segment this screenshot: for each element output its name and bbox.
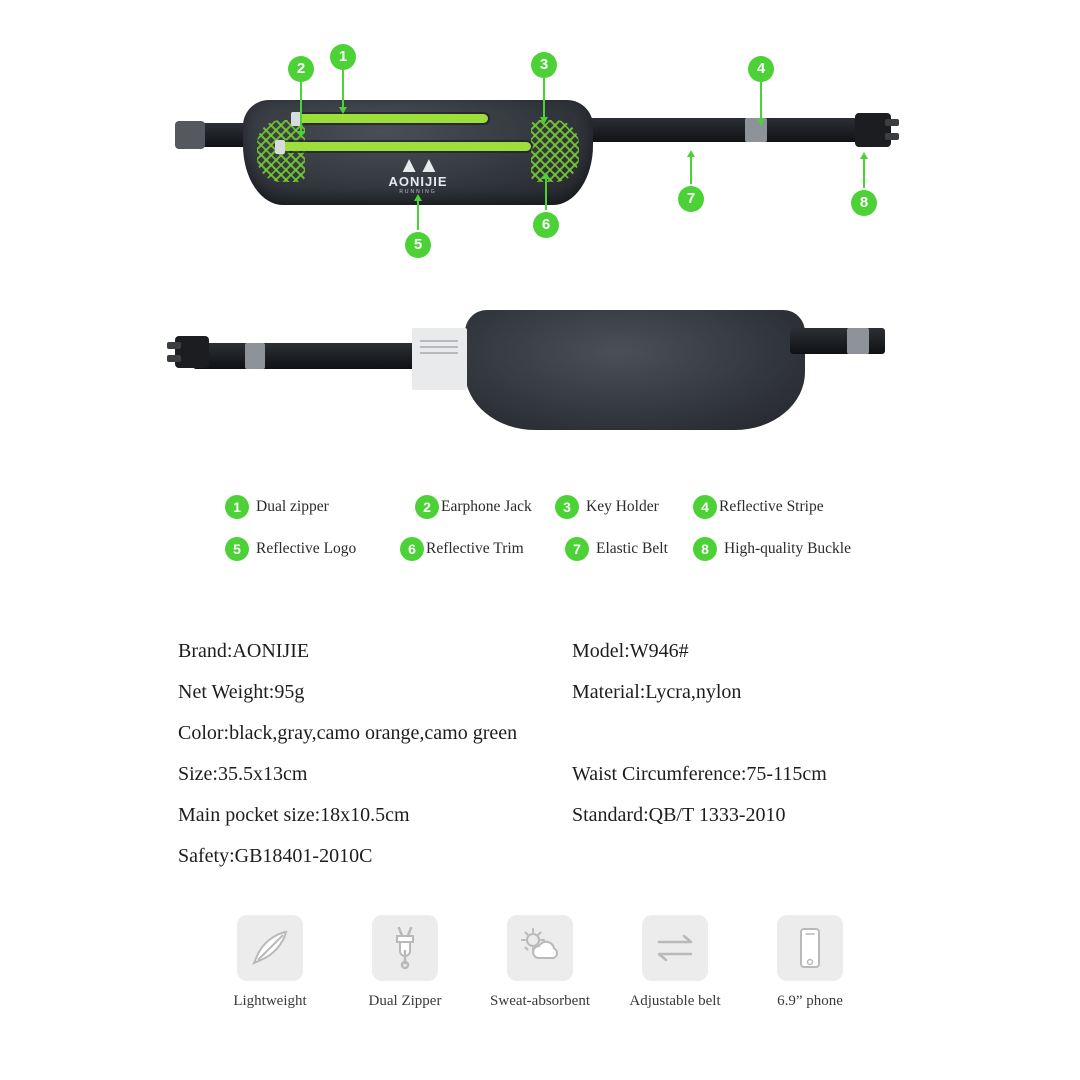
spec-standard: Standard:QB/T 1333-2010 xyxy=(572,804,786,826)
back-pouch-body xyxy=(465,310,805,430)
arrows-adjust-icon xyxy=(642,915,708,981)
legend-item-1 xyxy=(225,495,329,519)
feature-lightweight xyxy=(210,915,330,1010)
marker-1: 1 xyxy=(330,44,356,70)
zipper-pull-lower xyxy=(275,140,285,154)
feature-icon-row xyxy=(210,915,870,1010)
legend-label-5: Reflective Logo xyxy=(256,540,357,557)
spec-row-brand xyxy=(178,640,938,681)
callout-legend xyxy=(225,495,905,579)
leader-3 xyxy=(543,78,545,118)
spec-net-weight: Net Weight:95g xyxy=(178,681,305,703)
back-reflective-stripe-left xyxy=(245,343,265,369)
legend-marker-8: 8 xyxy=(693,537,717,561)
legend-item-7 xyxy=(565,537,668,561)
legend-marker-2: 2 xyxy=(415,495,439,519)
marker-8: 8 xyxy=(851,190,877,216)
spec-safety: Safety:GB18401-2010C xyxy=(178,845,373,867)
marker-7: 7 xyxy=(678,186,704,212)
zipper-upper xyxy=(298,114,488,123)
spec-row-weight xyxy=(178,681,938,722)
care-tag xyxy=(412,328,467,390)
leader-8 xyxy=(863,158,865,188)
phone-icon xyxy=(777,915,843,981)
marker-2: 2 xyxy=(288,56,314,82)
legend-label-8: High-quality Buckle xyxy=(724,540,851,557)
reflective-trim-right xyxy=(531,120,579,182)
spec-row-safety xyxy=(178,845,938,886)
spec-material: Material:Lycra,nylon xyxy=(572,681,742,703)
leader-7 xyxy=(690,156,692,184)
feather-icon xyxy=(237,915,303,981)
legend-item-5 xyxy=(225,537,356,561)
marker-5: 5 xyxy=(405,232,431,258)
legend-item-6 xyxy=(400,537,524,561)
legend-marker-1: 1 xyxy=(225,495,249,519)
feature-label-adjustable-belt: Adjustable belt xyxy=(629,993,721,1009)
belt-strap-right xyxy=(580,118,890,142)
legend-label-7: Elastic Belt xyxy=(596,540,668,557)
strap-end-left xyxy=(175,121,205,149)
sun-cloud-icon xyxy=(507,915,573,981)
feature-label-phone: 6.9” phone xyxy=(777,993,843,1009)
spec-size: Size:35.5x13cm xyxy=(178,763,308,785)
legend-marker-5: 5 xyxy=(225,537,249,561)
zipper-lower xyxy=(281,142,531,151)
legend-marker-4: 4 xyxy=(693,495,717,519)
legend-row-1 xyxy=(225,495,905,537)
feature-label-sweat-absorbent: Sweat-absorbent xyxy=(490,993,590,1009)
spec-row-color xyxy=(178,722,938,763)
legend-label-4: Reflective Stripe xyxy=(719,498,824,515)
zipper-icon xyxy=(372,915,438,981)
leader-6 xyxy=(545,178,547,210)
leader-1 xyxy=(342,70,344,108)
legend-item-8 xyxy=(693,537,851,561)
back-strap-right xyxy=(790,328,885,354)
legend-item-3 xyxy=(555,495,659,519)
marker-6: 6 xyxy=(533,212,559,238)
legend-item-4 xyxy=(693,495,824,519)
feature-phone-size xyxy=(750,915,870,1010)
back-buckle-left xyxy=(175,336,209,368)
legend-row-2 xyxy=(225,537,905,579)
legend-marker-6: 6 xyxy=(400,537,424,561)
spec-color: Color:black,gray,camo orange,camo green xyxy=(178,722,518,744)
legend-marker-7: 7 xyxy=(565,537,589,561)
spec-waist: Waist Circumference:75-115cm xyxy=(572,763,827,785)
brand-logo xyxy=(388,152,448,195)
legend-item-2 xyxy=(415,495,532,519)
product-illustration xyxy=(0,0,1080,470)
buckle-right xyxy=(855,113,891,147)
belt-top-view xyxy=(175,95,895,225)
legend-label-3: Key Holder xyxy=(586,498,659,515)
mountain-icon: ▲▲ xyxy=(398,152,438,177)
feature-label-lightweight: Lightweight xyxy=(233,993,307,1009)
feature-label-dual-zipper: Dual Zipper xyxy=(368,993,442,1009)
spec-brand: Brand:AONIJIE xyxy=(178,640,310,662)
main-pouch xyxy=(243,100,593,205)
back-reflective-stripe-right xyxy=(847,328,869,354)
feature-sweat-absorbent xyxy=(480,915,600,1010)
marker-4: 4 xyxy=(748,56,774,82)
marker-3: 3 xyxy=(531,52,557,78)
leader-5 xyxy=(417,200,419,230)
belt-back-view xyxy=(175,300,895,450)
legend-label-6: Reflective Trim xyxy=(426,540,524,557)
feature-dual-zipper xyxy=(345,915,465,1010)
spec-row-size xyxy=(178,763,938,804)
specification-list xyxy=(178,640,938,886)
legend-label-1: Dual zipper xyxy=(256,498,329,515)
legend-marker-3: 3 xyxy=(555,495,579,519)
spec-row-pocket xyxy=(178,804,938,845)
spec-model: Model:W946# xyxy=(572,640,689,662)
logo-subtext: RUNNING xyxy=(399,189,437,195)
spec-main-pocket: Main pocket size:18x10.5cm xyxy=(178,804,410,826)
leader-4 xyxy=(760,82,762,120)
leader-2 xyxy=(300,82,302,132)
logo-wordmark: AONIJIE xyxy=(388,174,448,189)
feature-adjustable-belt xyxy=(615,915,735,1010)
legend-label-2: Earphone Jack xyxy=(441,498,532,515)
